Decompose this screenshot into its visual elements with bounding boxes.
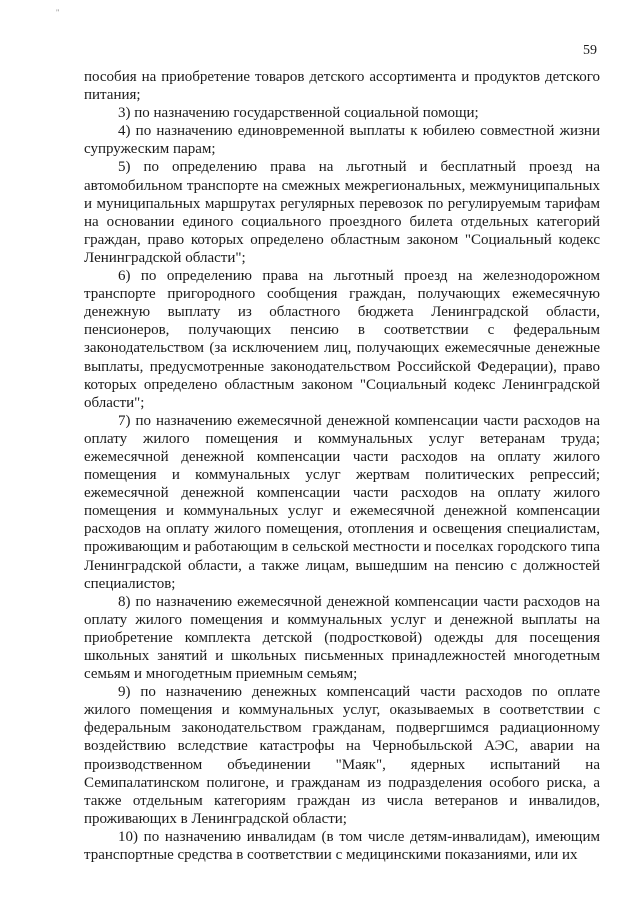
paragraph-item-9: 9) по назначению денежных компенсаций части расходов по оплате жилого помещения и коммунальных услуг, оказываемых в соответствии с федеральным законодательством гражданам, подвергшимся радиационному воздействию вследствие катастрофы на Чернобыльской АЭС, аварии на производственном объединении "Маяк", ядерных испытаний на Семипалатинском полигоне, и гражданам из подразделения особого риска, а также отдельным категориям граждан из числа ветеранов и инвалидов, проживающих в Ленинградской области; <box>84 684 600 827</box>
paragraph-item-7: 7) по назначению ежемесячной денежной компенсации части расходов на оплату жилого помещения и коммунальных услуг ветеранам труда; ежемесячной денежной компенсации части расходов на оплату жилого помещения и коммунальных услуг жертвам политических репрессий; ежемесячной денежной компенсации части расходов на оплату жилого помещения и коммунальных услуг и ежемесячной денежной компенсации расходов на оплату жилого помещения, отопления и освещения специалистам, проживающим и работающим в сельской местности и поселках городского типа Ленинградской области, а также лицам, вышедшим на пенсию с должностей специалистов; <box>84 412 600 592</box>
document-body <box>84 68 600 864</box>
paragraph-item-4: 4) по назначению единовременной выплаты к юбилею совместной жизни супружеским парам; <box>84 123 600 158</box>
paragraph-item-6: 6) по определению права на льготный проезд на железнодорожном транспорте пригородного сообщения граждан, получающих ежемесячную денежную выплату из областного бюджета Ленинградской области, пенсионеров, получающих пенсию в соответствии с федеральным законодательством (за исключением лиц, получающих ежемесячные денежные выплаты, предусмотренные законодательством Российской Федерации), право которых определено областным законом "Социальный кодекс Ленинградской области"; <box>84 268 600 411</box>
paragraph-continuation: пособия на приобретение товаров детского ассортимента и продуктов детского питания; <box>84 69 600 104</box>
paragraph-item-10: 10) по назначению инвалидам (в том числе детям-инвалидам), имеющим транспортные средства в соответствии с медицинскими показаниями, или их <box>84 828 600 864</box>
paragraph-item-3: 3) по назначению государственной социальной помощи; <box>118 105 479 122</box>
corner-mark: " <box>56 8 60 17</box>
page-number: 59 <box>583 43 597 58</box>
paragraph-item-8: 8) по назначению ежемесячной денежной компенсации части расходов на оплату жилого помещения и коммунальных услуг и денежной выплаты на приобретение комплекта детской (подростковой) одежды для посещения школьных занятий и школьных письменных принадлежностей многодетным семьям и многодетным приемным семьям; <box>84 593 600 683</box>
paragraph-item-5: 5) по определению права на льготный и бесплатный проезд на автомобильном транспорте на смежных межрегиональных, межмуниципальных и муниципальных маршрутах регулярных перевозок по регулируемым тарифам на основании единого социального проездного билета отдельных категорий граждан, право которых определено областным законом "Социальный кодекс Ленинградской области"; <box>84 159 600 266</box>
